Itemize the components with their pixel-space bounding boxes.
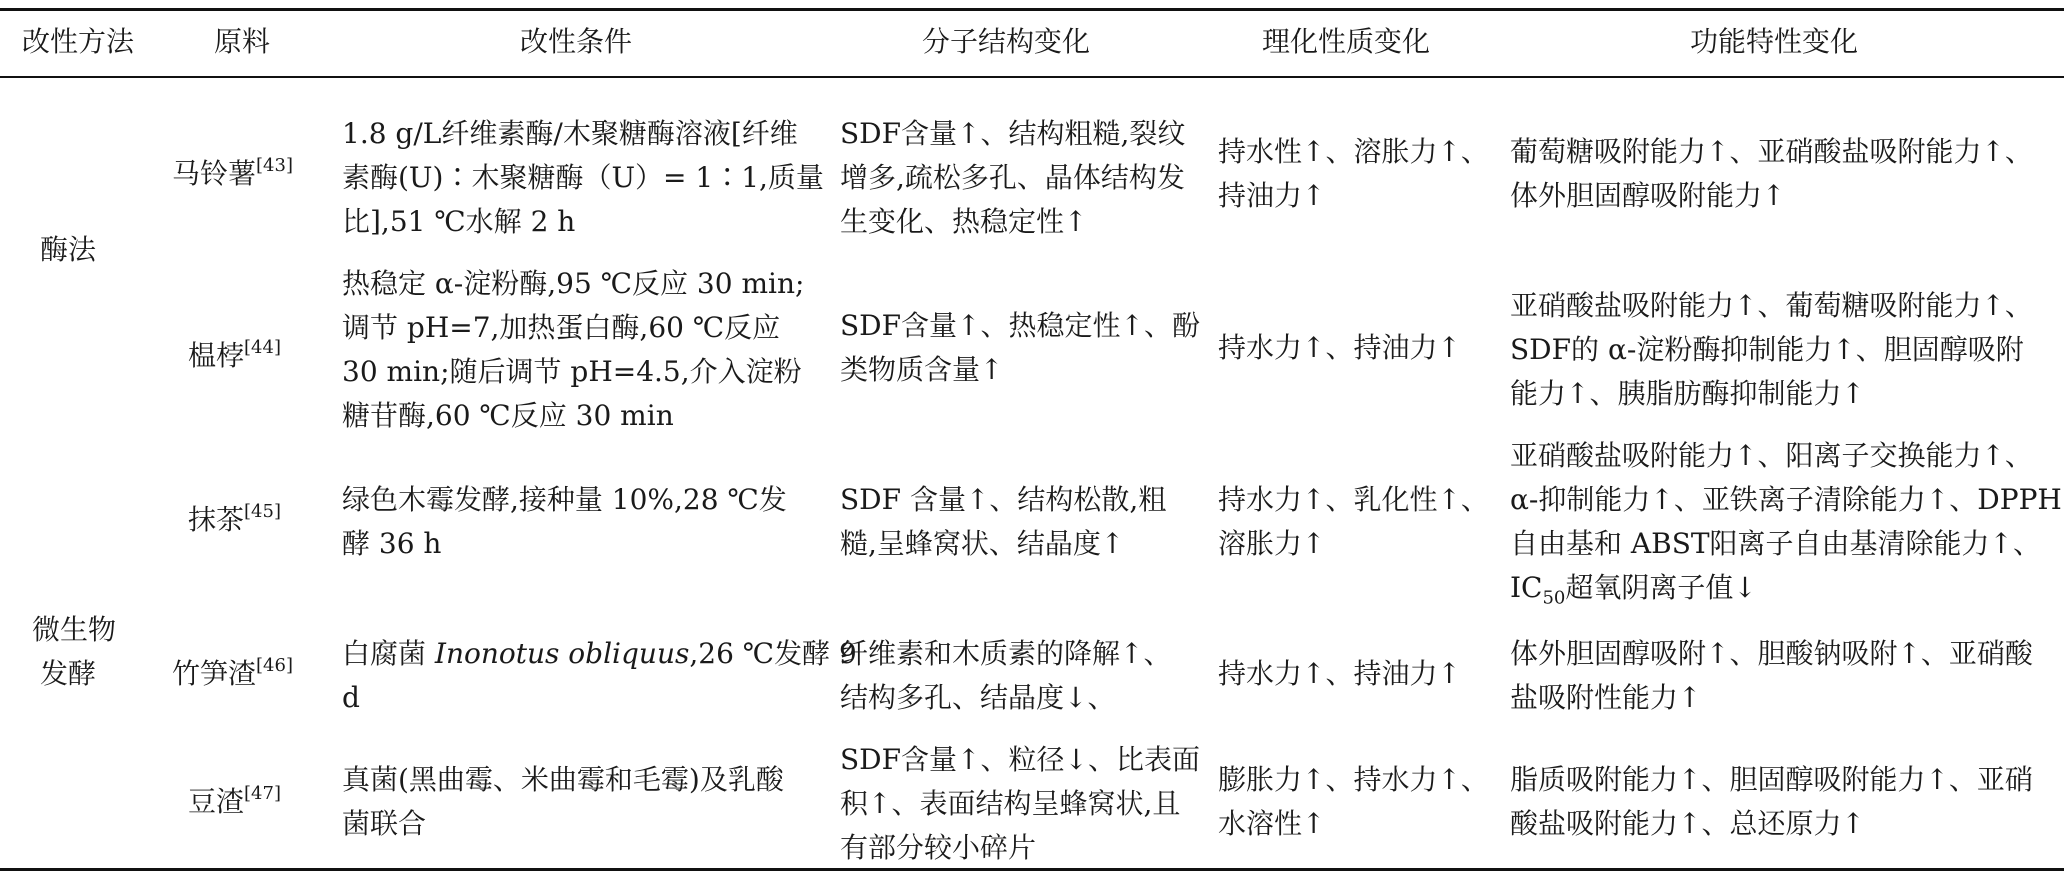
row-function [1510, 130, 2033, 218]
group-fermentation-label-1: 微生物 [32, 613, 117, 646]
function-line: 能力↑、胰脂肪酶抑制能力↑ [1510, 377, 1865, 410]
conditions-line: 30 min;随后调节 pH=4.5,介入淀粉 [342, 355, 802, 388]
header-conditions: 改性条件 [520, 25, 633, 58]
material-name: 榅桲 [188, 339, 245, 372]
structure-line: 积↑、表面结构呈蜂窝状,且 [840, 787, 1181, 820]
physchem-line: 膨胀力↑、持水力↑、 [1218, 763, 1489, 796]
group-enzyme-label: 酶法 [40, 233, 97, 266]
structure-line: SDF含量↑、粒径↓、比表面 [840, 743, 1200, 776]
reference-number: [45] [244, 500, 281, 522]
function-line: 脂质吸附能力↑、胆固醇吸附能力↑、亚硝 [1510, 763, 2033, 796]
conditions-line: 菌联合 [342, 807, 427, 840]
physchem-line: 持水性↑、溶胀力↑、 [1218, 135, 1489, 168]
structure-line: 类物质含量↑ [840, 353, 1004, 386]
function-line: 体外胆固醇吸附↑、胆酸钠吸附↑、亚硝酸 [1510, 637, 2033, 670]
row-physchem [1218, 130, 1489, 218]
function-line: 体外胆固醇吸附能力↑ [1510, 179, 1786, 212]
conditions-line: 糖苷酶,60 ℃反应 30 min [342, 399, 674, 432]
reference-number: [43] [256, 154, 293, 176]
physchem-line: 溶胀力↑ [1218, 527, 1326, 560]
structure-line: SDF 含量↑、结构松散,粗 [840, 483, 1167, 516]
structure-line: 增多,疏松多孔、晶体结构发 [840, 161, 1185, 194]
conditions-line: 热稳定 α-淀粉酶,95 ℃反应 30 min; [342, 267, 805, 300]
function-line: α-抑制能力↑、亚铁离子清除能力↑、DPPH [1510, 483, 2062, 516]
header-method: 改性方法 [22, 25, 135, 58]
header-structure: 分子结构变化 [922, 25, 1091, 58]
structure-line: 有部分较小碎片 [840, 831, 1037, 864]
row-structure [840, 304, 1200, 392]
structure-line: 糙,呈蜂窝状、结晶度↑ [840, 527, 1125, 560]
header-material: 原料 [214, 25, 271, 58]
row-conditions [342, 478, 787, 566]
conditions-line: 白腐菌 Inonotus obliquus,26 ℃发酵 9 [342, 637, 857, 670]
function-line: $IC_{50}$超氧阴离子值↓ [1510, 571, 1757, 609]
row-structure [840, 738, 1200, 870]
row-material [188, 780, 281, 824]
top-rule [0, 8, 2064, 11]
row-material [188, 334, 281, 378]
function-line: 亚硝酸盐吸附能力↑、葡萄糖吸附能力↑、 [1510, 289, 2033, 322]
conditions-line: 调节 pH=7,加热蛋白酶,60 ℃反应 [342, 311, 781, 344]
physchem-line: 持水力↑、持油力↑ [1218, 657, 1461, 690]
structure-line: 生变化、热稳定性↑ [840, 205, 1088, 238]
row-conditions [342, 632, 857, 720]
function-line: 自由基和 ABST阳离子自由基清除能力↑、 [1510, 527, 2042, 560]
row-physchem [1218, 326, 1461, 370]
function-line: 盐吸附性能力↑ [1510, 681, 1702, 714]
physchem-line: 持水力↑、乳化性↑、 [1218, 483, 1489, 516]
species-name: Inonotus obliquus [434, 637, 690, 670]
conditions-line: 真菌(黑曲霉、米曲霉和毛霉)及乳酸 [342, 763, 784, 796]
function-line: SDF的 α-淀粉酶抑制能力↑、胆固醇吸附 [1510, 333, 2024, 366]
conditions-line: d [342, 681, 360, 714]
conditions-line: 酵 36 h [342, 527, 442, 560]
conditions-line: 素酶(U)∶木聚糖酶（U）= 1∶1,质量 [342, 161, 824, 194]
physchem-line: 水溶性↑ [1218, 807, 1326, 840]
row-structure [840, 632, 1171, 720]
group-fermentation-label-2: 发酵 [40, 657, 97, 690]
function-line: 酸盐吸附能力↑、总还原力↑ [1510, 807, 1865, 840]
material-name: 抹茶 [188, 503, 245, 536]
reference-number: [44] [244, 336, 281, 358]
row-material [188, 498, 281, 542]
row-physchem [1218, 652, 1461, 696]
conditions-line: 绿色木霉发酵,接种量 10%,28 ℃发 [342, 483, 787, 516]
row-structure [840, 112, 1185, 244]
row-physchem [1218, 758, 1489, 846]
row-structure [840, 478, 1166, 566]
header-rule [0, 76, 2064, 78]
function-line: 亚硝酸盐吸附能力↑、阳离子交换能力↑、 [1510, 439, 2033, 472]
structure-line: SDF含量↑、结构粗糙,裂纹 [840, 117, 1186, 150]
reference-number: [46] [256, 654, 293, 676]
row-function [1510, 758, 2033, 846]
material-name: 马铃薯 [172, 157, 257, 190]
conditions-line: 1.8 g/L纤维素酶/木聚糖酶溶液[纤维 [342, 117, 798, 150]
row-conditions [342, 262, 804, 438]
function-line: 葡萄糖吸附能力↑、亚硝酸盐吸附能力↑、 [1510, 135, 2033, 168]
structure-line: 纤维素和木质素的降解↑、 [840, 637, 1172, 670]
row-function [1510, 284, 2033, 416]
row-material [172, 152, 293, 196]
row-function [1510, 434, 2062, 610]
conditions-line: 比],51 ℃水解 2 h [342, 205, 576, 238]
header-physchem: 理化性质变化 [1262, 25, 1431, 58]
structure-line: 结构多孔、结晶度↓、 [840, 681, 1116, 714]
row-function [1510, 632, 2033, 720]
physchem-line: 持油力↑ [1218, 179, 1326, 212]
material-name: 豆渣 [188, 785, 245, 818]
row-material [172, 652, 293, 696]
row-physchem [1218, 478, 1489, 566]
structure-line: SDF含量↑、热稳定性↑、酚 [840, 309, 1200, 342]
row-conditions [342, 112, 824, 244]
reference-number: [47] [244, 782, 281, 804]
material-name: 竹笋渣 [172, 657, 257, 690]
header-function: 功能特性变化 [1690, 25, 1859, 58]
row-conditions [342, 758, 784, 846]
physchem-line: 持水力↑、持油力↑ [1218, 331, 1461, 364]
